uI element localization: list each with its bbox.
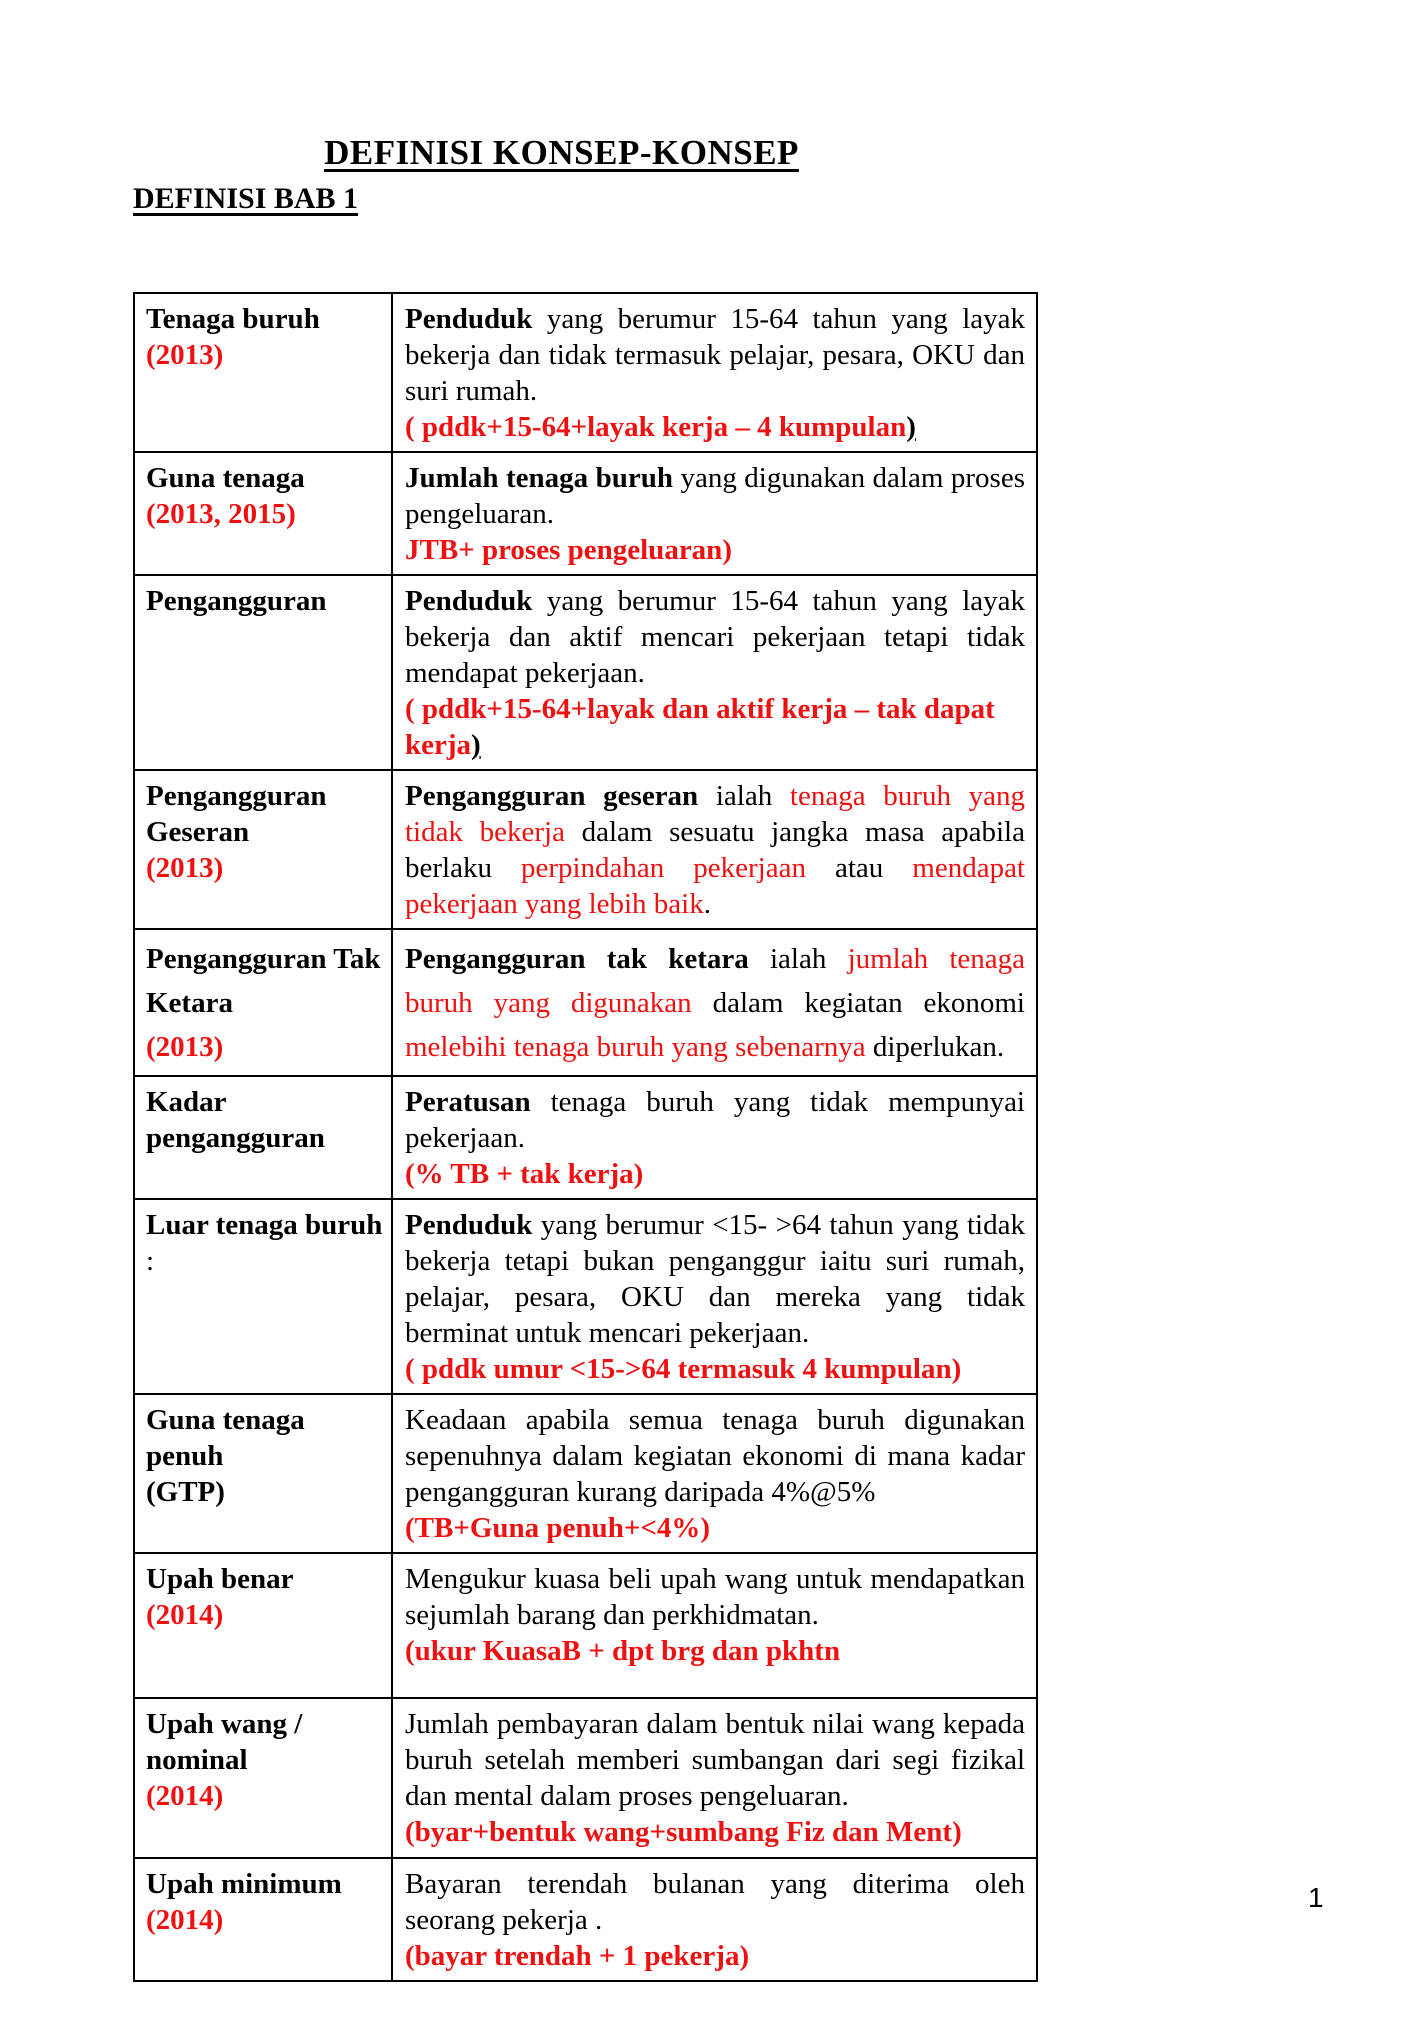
text-segment: (2013) <box>146 339 224 371</box>
text-segment: jumlah tenaga buruh yang digunakan <box>405 943 1026 1019</box>
term-cell <box>134 575 392 770</box>
term-line <box>146 1597 383 1633</box>
mnemonic-formula <box>405 1938 1025 1974</box>
text-segment: melebihi tenaga buruh yang sebenarnya <box>405 1031 866 1063</box>
text-segment: Pengangguran <box>146 585 327 617</box>
text-segment: tenaga buruh yang tidak bekerja <box>405 780 1025 848</box>
term-cell <box>134 1199 392 1394</box>
text-segment: Pengangguran geseran <box>405 780 699 812</box>
definition-text <box>405 937 1025 1069</box>
page-number: 1 <box>1308 1882 1324 1913</box>
definition-text <box>405 1207 1025 1351</box>
table-row <box>134 1076 1037 1199</box>
term-cell <box>134 1858 392 1981</box>
text-segment: . <box>703 888 711 920</box>
term-line <box>146 1474 383 1510</box>
text-segment: dalam kegiatan ekonomi <box>691 987 1025 1019</box>
definition-cell <box>392 1858 1037 1981</box>
text-segment: Mengukur kuasa beli upah wang untuk mendapatkan sejumlah barang dan perkhidmatan. <box>405 1563 1025 1631</box>
definitions-table <box>133 292 1038 1982</box>
text-segment: Luar tenaga buruh <box>146 1209 383 1241</box>
text-segment: Keadaan apabila semua tenaga buruh digunakan sepenuhnya dalam kegiatan ekonomi di mana kadar pengangguran kurang daripada 4%@5% <box>405 1404 1025 1508</box>
text-segment: tenaga buruh yang tidak mempunyai pekerjaan. <box>405 1086 1025 1154</box>
document-title: DEFINISI KONSEP-KONSEP <box>324 133 799 172</box>
text-segment: (2014) <box>146 1780 224 1812</box>
text-segment: ialah <box>748 943 848 975</box>
text-segment: Upah wang / nominal <box>146 1708 303 1776</box>
text-segment: Pengangguran Geseran <box>146 780 327 848</box>
text-segment: yang berumur 15-64 tahun yang layak bekerja dan tidak termasuk pelajar, pesara, OKU dan suri rumah. <box>405 303 1025 407</box>
definition-cell <box>392 1076 1037 1199</box>
definition-text <box>405 460 1025 532</box>
text-segment: ) <box>471 729 481 761</box>
term-cell <box>134 452 392 575</box>
text-segment: dalam sesuatu jangka masa apabila berlaku <box>405 816 1025 884</box>
text-segment: Guna tenaga <box>146 462 305 494</box>
mnemonic-formula <box>405 532 1025 568</box>
term-line <box>146 583 383 619</box>
term-line <box>146 778 383 850</box>
text-segment: Guna tenaga penuh <box>146 1404 305 1472</box>
table-row <box>134 575 1037 770</box>
text-segment: atau <box>805 852 913 884</box>
definition-cell <box>392 575 1037 770</box>
text-segment: (byar+bentuk wang+sumbang Fiz dan Ment) <box>405 1816 962 1848</box>
mnemonic-formula <box>405 1814 1025 1850</box>
definitions-table-container <box>133 292 1026 1982</box>
term-cell <box>134 1553 392 1698</box>
term-line <box>146 460 383 496</box>
definition-cell <box>392 770 1037 929</box>
text-segment: (GTP) <box>146 1476 225 1508</box>
term-line <box>146 1084 383 1156</box>
text-segment: Jumlah pembayaran dalam bentuk nilai wang kepada buruh setelah memberi sumbangan dari segi fizikal dan mental dalam proses pengeluaran. <box>405 1708 1025 1812</box>
table-row <box>134 770 1037 929</box>
definition-text <box>405 301 1025 409</box>
term-line <box>146 850 383 886</box>
table-row <box>134 1199 1037 1394</box>
mnemonic-formula <box>405 1156 1025 1192</box>
table-row <box>134 1858 1037 1981</box>
mnemonic-formula <box>405 1351 1025 1387</box>
term-cell <box>134 1698 392 1858</box>
text-segment: Peratusan <box>405 1086 531 1118</box>
text-segment: (2013) <box>146 852 224 884</box>
text-segment: (ukur KuasaB + dpt brg dan pkhtn <box>405 1635 841 1667</box>
text-segment: (2014) <box>146 1904 224 1936</box>
text-segment: diperlukan. <box>865 1031 1005 1063</box>
definition-cell <box>392 1394 1037 1553</box>
text-segment: (TB+Guna penuh+<4%) <box>405 1512 711 1544</box>
text-segment: perpindahan pekerjaan <box>520 852 806 884</box>
text-segment: Jumlah tenaga buruh <box>405 462 673 494</box>
text-segment: JTB+ proses pengeluaran) <box>405 534 732 566</box>
text-segment: Tenaga buruh <box>146 303 320 335</box>
table-row <box>134 1698 1037 1858</box>
definition-text <box>405 1866 1025 1938</box>
term-cell <box>134 293 392 452</box>
text-segment: Penduduk <box>405 1209 533 1241</box>
text-segment: Upah benar <box>146 1563 294 1595</box>
term-cell <box>134 1394 392 1553</box>
definition-text <box>405 1706 1025 1814</box>
text-segment: ( pddk umur <15->64 termasuk 4 kumpulan) <box>405 1353 962 1385</box>
term-line <box>146 1402 383 1474</box>
table-row <box>134 929 1037 1076</box>
text-segment: (2013) <box>146 1031 224 1063</box>
table-row <box>134 293 1037 452</box>
term-line <box>146 301 383 337</box>
term-line <box>146 1902 383 1938</box>
term-cell <box>134 1076 392 1199</box>
mnemonic-formula <box>405 691 1025 763</box>
definition-cell <box>392 929 1037 1076</box>
text-segment: (bayar trendah + 1 pekerja) <box>405 1940 750 1972</box>
term-line <box>146 337 383 373</box>
definition-cell <box>392 1199 1037 1394</box>
text-segment: mendapat pekerjaan yang lebih baik <box>405 852 1025 920</box>
definition-text <box>405 778 1025 922</box>
text-segment: ( pddk+15-64+layak dan aktif kerja – tak dapat kerja <box>405 693 995 761</box>
text-segment: Upah minimum <box>146 1868 342 1900</box>
text-segment: : <box>146 1245 155 1277</box>
term-line <box>146 1778 383 1814</box>
table-row <box>134 452 1037 575</box>
definition-text <box>405 583 1025 691</box>
text-segment: yang berumur 15-64 tahun yang layak bekerja dan aktif mencari pekerjaan tetapi tidak mendapat pekerjaan. <box>405 585 1025 689</box>
term-line <box>146 1207 383 1279</box>
definition-cell <box>392 1553 1037 1698</box>
text-segment: yang berumur <15- >64 tahun yang tidak bekerja tetapi bukan penganggur iaitu suri rumah, pelajar, pesara, OKU dan mereka yang tidak berminat untuk mencari pekerjaan. <box>405 1209 1025 1349</box>
mnemonic-formula <box>405 409 1025 445</box>
section-heading: DEFINISI BAB 1 <box>133 182 359 215</box>
text-segment: Penduduk <box>405 585 533 617</box>
definition-text <box>405 1084 1025 1156</box>
term-line <box>146 937 383 1025</box>
definition-cell <box>392 452 1037 575</box>
text-segment: ( pddk+15-64+layak kerja – 4 kumpulan <box>405 411 907 443</box>
definition-text <box>405 1402 1025 1510</box>
text-segment: (% TB + tak kerja) <box>405 1158 644 1190</box>
text-segment: (2013, 2015) <box>146 498 296 530</box>
term-line <box>146 496 383 532</box>
mnemonic-formula <box>405 1510 1025 1546</box>
text-segment: Pengangguran Tak Ketara <box>146 943 381 1019</box>
definition-cell <box>392 293 1037 452</box>
term-line <box>146 1561 383 1597</box>
term-line <box>146 1866 383 1902</box>
term-cell <box>134 929 392 1076</box>
table-row <box>134 1553 1037 1698</box>
definition-text <box>405 1561 1025 1633</box>
text-segment: (2014) <box>146 1599 224 1631</box>
text-segment: Bayaran terendah bulanan yang diterima oleh seorang pekerja . <box>405 1868 1025 1936</box>
text-segment: ialah <box>698 780 790 812</box>
table-row <box>134 1394 1037 1553</box>
text-segment: Pengangguran tak ketara <box>405 943 749 975</box>
text-segment: Kadar pengangguran <box>146 1086 325 1154</box>
definition-cell <box>392 1698 1037 1858</box>
term-line <box>146 1025 383 1069</box>
mnemonic-formula <box>405 1633 1025 1669</box>
term-cell <box>134 770 392 929</box>
text-segment: ) <box>906 411 916 443</box>
term-line <box>146 1706 383 1778</box>
text-segment: yang digunakan dalam proses pengeluaran. <box>405 462 1025 530</box>
text-segment: Penduduk <box>405 303 533 335</box>
